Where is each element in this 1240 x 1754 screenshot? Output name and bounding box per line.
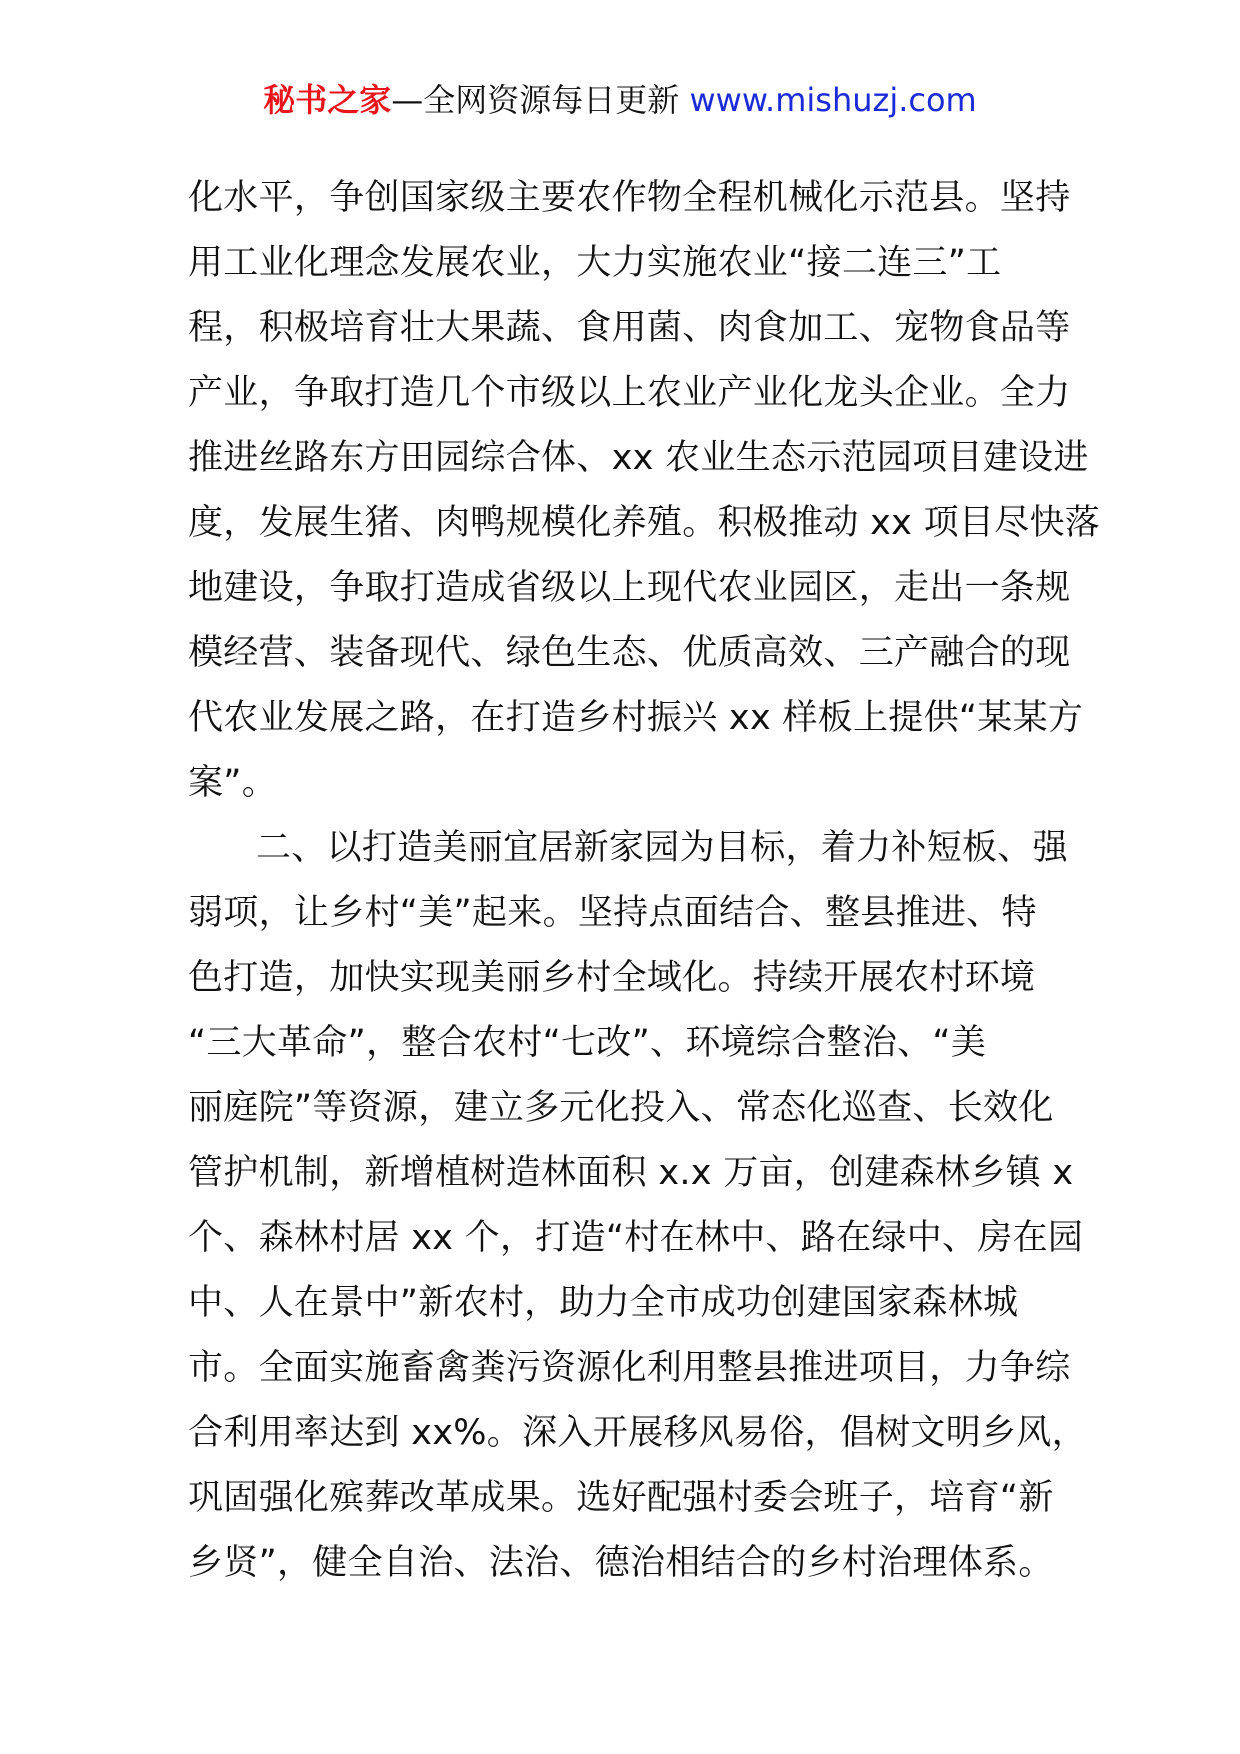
text-line: 管护机制，新增植树造林面积 x.x 万亩，创建森林乡镇 x — [188, 1153, 1074, 1193]
page-header — [0, 78, 1240, 122]
text-line: 乡贤”，健全自治、法治、德治相结合的乡村治理体系。 — [188, 1543, 1054, 1583]
text-line: 个、森林村居 xx 个，打造“村在林中、路在绿中、房在园 — [188, 1218, 1084, 1258]
text-line: 代农业发展之路，在打造乡村振兴 xx 样板上提供“某某方 — [188, 698, 1084, 738]
text-line: 案”。 — [188, 763, 278, 803]
text-line: 度，发展生猪、肉鸭规模化养殖。积极推动 xx 项目尽快落 — [188, 503, 1101, 543]
text-line: 弱项，让乡村“美”起来。坚持点面结合、整县推进、特 — [188, 893, 1037, 933]
text-line: 模经营、装备现代、绿色生态、优质高效、三产融合的现 — [188, 633, 1071, 673]
text-line: “三大革命”，整合农村“七改”、环境综合整治、“美 — [188, 1023, 987, 1063]
section-heading-line: 二、以打造美丽宜居新家园为目标，着力补短板、强 — [256, 828, 1068, 868]
brand-name: 秘书之家 — [263, 81, 392, 119]
header-tagline: —全网资源每日更新 — [391, 81, 680, 119]
text-line: 合利用率达到 xx%。深入开展移风易俗，倡树文明乡风， — [188, 1413, 1087, 1453]
text-line: 用工业化理念发展农业，大力实施农业“接二连三”工 — [188, 243, 1002, 283]
text-line: 中、人在景中”新农村，助力全市成功创建国家森林城 — [188, 1283, 1019, 1323]
text-line: 程，积极培育壮大果蔬、食用菌、肉食加工、宠物食品等 — [188, 308, 1071, 348]
text-line: 产业，争取打造几个市级以上农业产业化龙头企业。全力 — [188, 373, 1071, 413]
website-link[interactable]: www.mishuzj.com — [689, 81, 977, 119]
text-line: 市。全面实施畜禽粪污资源化利用整县推进项目，力争综 — [188, 1348, 1071, 1388]
text-line: 巩固强化殡葬改革成果。选好配强村委会班子，培育“新 — [188, 1478, 1054, 1518]
document-body — [188, 166, 1101, 1596]
text-line: 色打造，加快实现美丽乡村全域化。持续开展农村环境 — [188, 958, 1036, 998]
text-line: 推进丝路东方田园综合体、xx 农业生态示范园项目建设进 — [188, 438, 1089, 478]
text-line: 地建设，争取打造成省级以上现代农业园区，走出一条规 — [188, 568, 1071, 608]
text-line: 丽庭院”等资源，建立多元化投入、常态化巡查、长效化 — [188, 1088, 1054, 1128]
text-line: 化水平，争创国家级主要农作物全程机械化示范县。坚持 — [188, 178, 1071, 218]
